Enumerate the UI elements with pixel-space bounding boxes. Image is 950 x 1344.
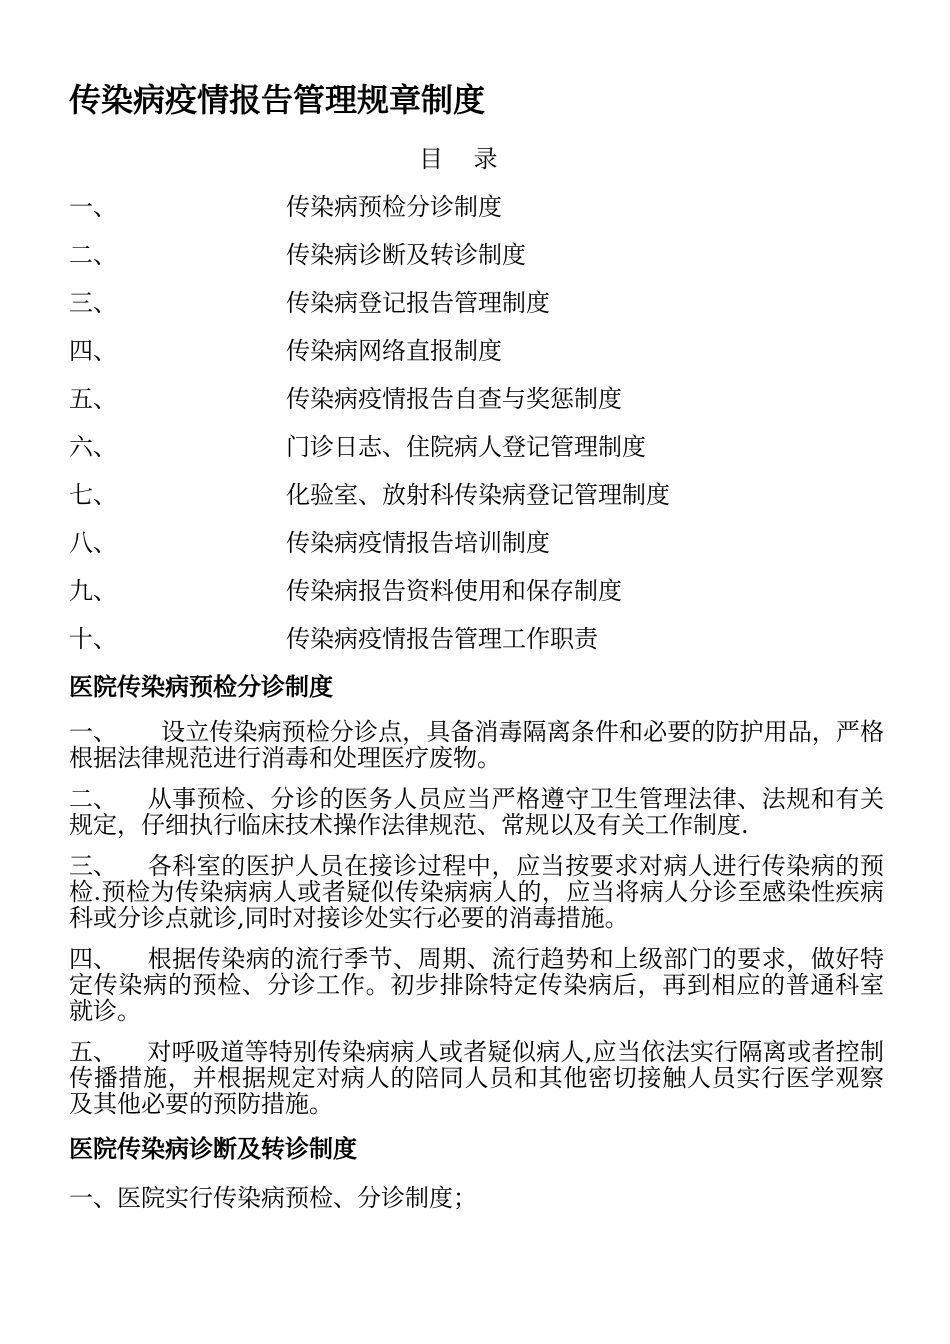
table-of-contents <box>69 190 889 670</box>
toc-item-number: 九、 <box>69 577 117 605</box>
toc-item <box>69 526 889 574</box>
paragraph-number: 三、 <box>69 852 117 880</box>
toc-item-title: 门诊日志、住院病人登记管理制度 <box>286 433 646 461</box>
toc-item-number: 六、 <box>69 433 117 461</box>
paragraph <box>69 1039 884 1117</box>
toc-item <box>69 574 889 622</box>
toc-item-title: 传染病诊断及转诊制度 <box>286 241 526 269</box>
toc-item <box>69 478 889 526</box>
paragraph-number: 四、 <box>69 945 117 973</box>
section-heading: 医院传染病诊断及转诊制度 <box>69 1134 357 1163</box>
document-title: 传染病疫情报告管理规章制度 <box>69 81 486 119</box>
paragraph-number: 一、 <box>69 718 117 746</box>
paragraph-number: 二、 <box>69 785 117 813</box>
section-heading: 医院传染病预检分诊制度 <box>69 672 333 701</box>
toc-item-title: 化验室、放射科传染病登记管理制度 <box>286 481 670 509</box>
paragraph-text: 根据传染病的流行季节、周期、流行趋势和上级部门的要求，做好特定传染病的预检、分诊工作。初步排除特定传染病后，再到相应的普通科室就诊。 <box>69 945 884 1025</box>
paragraph-text: 从事预检、分诊的医务人员应当严格遵守卫生管理法律、法规和有关规定，仔细执行临床技术操作法律规范、常规以及有关工作制度. <box>69 785 884 839</box>
toc-item-number: 一、 <box>69 193 117 221</box>
toc-item <box>69 382 889 430</box>
toc-item-title: 传染病报告资料使用和保存制度 <box>286 577 622 605</box>
toc-item-title: 传染病网络直报制度 <box>286 337 502 365</box>
toc-item <box>69 286 889 334</box>
toc-item <box>69 430 889 478</box>
toc-item-number: 三、 <box>69 289 117 317</box>
paragraph <box>69 853 884 931</box>
paragraph-text: 设立传染病预检分诊点，具备消毒隔离条件和必要的防护用品，严格根据法律规范进行消毒和处理医疗废物。 <box>69 718 884 772</box>
paragraph: 一、医院实行传染病预检、分诊制度； <box>69 1184 477 1212</box>
paragraph <box>69 719 884 771</box>
toc-item <box>69 334 889 382</box>
toc-item <box>69 238 889 286</box>
document-body <box>69 670 884 1215</box>
paragraph <box>69 946 884 1024</box>
toc-item-title: 传染病疫情报告管理工作职责 <box>286 625 598 653</box>
toc-item-title: 传染病疫情报告培训制度 <box>286 529 550 557</box>
toc-item-title: 传染病预检分诊制度 <box>286 193 502 221</box>
paragraph-text: 各科室的医护人员在接诊过程中，应当按要求对病人进行传染病的预检.预检为传染病病人或者疑似传染病病人的，应当将病人分诊至感染性疾病科或分诊点就诊,同时对接诊处实行必要的消毒措施。 <box>69 852 884 932</box>
toc-item-number: 四、 <box>69 337 117 365</box>
paragraph <box>69 786 884 838</box>
toc-item-number: 七、 <box>69 481 117 509</box>
toc-item-title: 传染病登记报告管理制度 <box>286 289 550 317</box>
toc-item-number: 十、 <box>69 625 117 653</box>
toc-item <box>69 622 889 670</box>
toc-item-number: 八、 <box>69 529 117 557</box>
paragraph-number: 五、 <box>69 1038 117 1066</box>
toc-item-title: 传染病疫情报告自查与奖惩制度 <box>286 385 622 413</box>
toc-item-number: 五、 <box>69 385 117 413</box>
toc-item <box>69 190 889 238</box>
toc-heading: 目 录 <box>419 145 498 173</box>
toc-item-number: 二、 <box>69 241 117 269</box>
paragraph-text: 对呼吸道等特别传染病病人或者疑似病人,应当依法实行隔离或者控制传播措施，并根据规定对病人的陪同人员和其他密切接触人员实行医学观察及其他必要的预防措施。 <box>69 1038 884 1118</box>
